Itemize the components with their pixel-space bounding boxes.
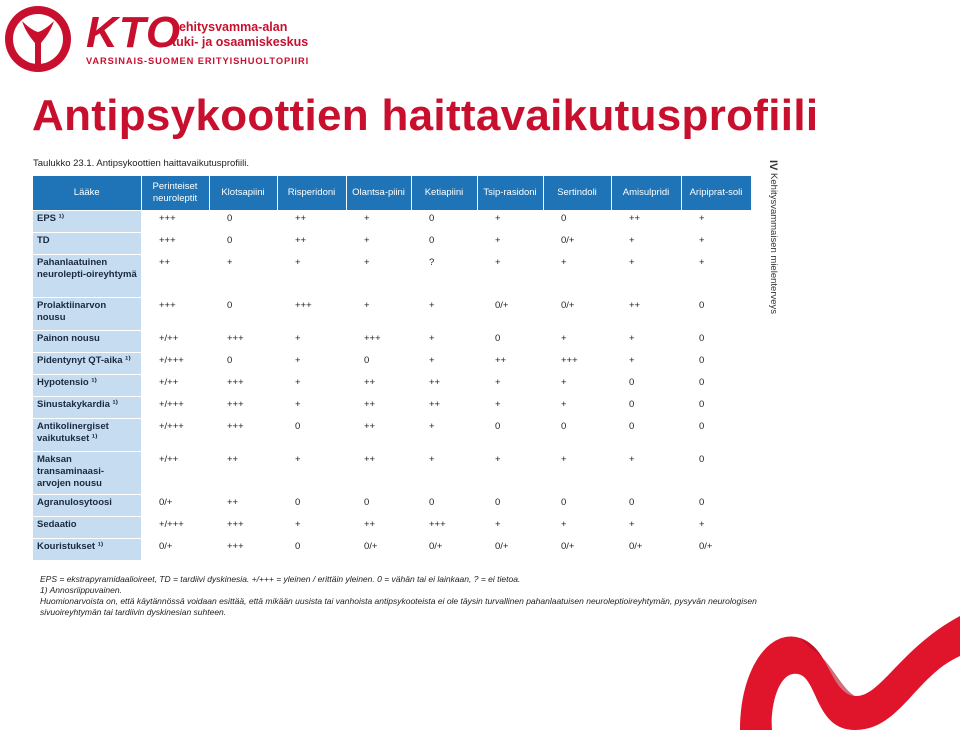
table-cell: ++ xyxy=(346,419,411,452)
table-cell: 0 xyxy=(681,397,751,419)
table-cell: + xyxy=(277,353,346,375)
table-cell: +++ xyxy=(346,331,411,353)
table-cell: 0/+ xyxy=(681,539,751,561)
side-effects-table-container xyxy=(33,176,751,560)
table-cell: + xyxy=(611,255,681,298)
table-cell: 0 xyxy=(209,211,277,233)
table-cell: ++ xyxy=(411,397,477,419)
table-cell: +/++ xyxy=(141,452,209,495)
table-cell: +/+++ xyxy=(141,419,209,452)
row-label: Hypotensio ¹⁾ xyxy=(33,375,141,397)
note-dose-dependent: 1) Annosriippuvainen. xyxy=(40,585,122,595)
page-title: Antipsykoottien haittavaikutusprofiili xyxy=(32,91,819,140)
row-label: Prolaktiinarvon nousu xyxy=(33,298,141,331)
table-cell: 0/+ xyxy=(141,539,209,561)
table-cell: + xyxy=(346,211,411,233)
table-cell: + xyxy=(611,331,681,353)
table-cell: +++ xyxy=(209,397,277,419)
table-cell: +/++ xyxy=(141,375,209,397)
table-cell: + xyxy=(477,211,543,233)
table-row xyxy=(33,233,751,255)
table-cell: +++ xyxy=(209,517,277,539)
logo-wordmark: KTO xyxy=(86,8,182,57)
column-header: Amisulpridi xyxy=(611,176,681,211)
table-cell: 0/+ xyxy=(543,233,611,255)
table-cell: ++ xyxy=(477,353,543,375)
table-cell: + xyxy=(477,255,543,298)
table-cell: 0 xyxy=(411,233,477,255)
table-row xyxy=(33,375,751,397)
table-cell: 0 xyxy=(477,495,543,517)
table-cell: 0/+ xyxy=(477,298,543,331)
table-cell: +/+++ xyxy=(141,397,209,419)
table-cell: + xyxy=(477,452,543,495)
row-label: Pahanlaatuinen neurolepti-oireyhtymä xyxy=(33,255,141,298)
column-header: Aripiprat-soli xyxy=(681,176,751,211)
table-cell: 0/+ xyxy=(543,539,611,561)
table-cell: 0 xyxy=(681,353,751,375)
column-header: Sertindoli xyxy=(543,176,611,211)
column-header-drug: Lääke xyxy=(33,176,141,211)
table-cell: + xyxy=(277,397,346,419)
table-cell: + xyxy=(346,298,411,331)
table-cell: 0 xyxy=(209,353,277,375)
table-row xyxy=(33,517,751,539)
table-header-row xyxy=(33,176,751,211)
table-row xyxy=(33,211,751,233)
table-cell: + xyxy=(411,331,477,353)
table-cell: + xyxy=(346,255,411,298)
row-label: Antikolinergiset vaikutukset ¹⁾ xyxy=(33,419,141,452)
table-cell: ++ xyxy=(209,452,277,495)
table-cell: + xyxy=(477,397,543,419)
table-cell: + xyxy=(611,353,681,375)
table-cell: + xyxy=(277,331,346,353)
table-cell: +++ xyxy=(209,331,277,353)
table-row xyxy=(33,419,751,452)
table-body xyxy=(33,211,751,561)
table-cell: ++ xyxy=(277,233,346,255)
row-label: Maksan transaminaasi-arvojen nousu xyxy=(33,452,141,495)
table-cell: 0 xyxy=(681,331,751,353)
table-cell: +++ xyxy=(141,211,209,233)
table-cell: + xyxy=(611,452,681,495)
table-cell: + xyxy=(477,517,543,539)
kto-logo-icon xyxy=(2,3,74,75)
table-caption: Taulukko 23.1. Antipsykoottien haittavaikutusprofiili. xyxy=(33,158,249,169)
table-row xyxy=(33,353,751,375)
table-cell: 0 xyxy=(611,419,681,452)
table-cell: + xyxy=(543,255,611,298)
row-label: TD xyxy=(33,233,141,255)
table-cell: +/+++ xyxy=(141,517,209,539)
table-cell: +++ xyxy=(209,375,277,397)
note-safety: Huomionarvoista on, että käytännössä voidaan esittää, että mikään uusista tai vanhoista antipsykooteista ei ole täysin turvallinen pahanlaatuisen neuroleptioireyhtymän, pysyvän neurologisen sivuoireyhtymän tai tardiivin dyskinesian suhteen. xyxy=(40,596,757,617)
table-cell: + xyxy=(346,233,411,255)
table-cell: + xyxy=(477,375,543,397)
table-cell: 0 xyxy=(209,298,277,331)
table-cell: 0 xyxy=(681,495,751,517)
table-cell: + xyxy=(477,233,543,255)
table-row xyxy=(33,452,751,495)
organization-logo xyxy=(0,0,320,80)
table-cell: + xyxy=(411,419,477,452)
side-effects-table xyxy=(33,176,752,560)
table-row xyxy=(33,397,751,419)
table-notes xyxy=(40,574,760,618)
table-cell: 0 xyxy=(477,331,543,353)
table-cell: +/+++ xyxy=(141,353,209,375)
chapter-number: IV xyxy=(767,160,779,171)
table-cell: + xyxy=(411,298,477,331)
table-cell: 0 xyxy=(209,233,277,255)
row-label: EPS ¹⁾ xyxy=(33,211,141,233)
table-cell: ++ xyxy=(611,298,681,331)
table-cell: + xyxy=(543,517,611,539)
table-cell: 0 xyxy=(477,419,543,452)
table-cell: 0/+ xyxy=(611,539,681,561)
column-header: Tsip-rasidoni xyxy=(477,176,543,211)
table-cell: 0 xyxy=(681,419,751,452)
table-cell: +++ xyxy=(411,517,477,539)
table-cell: ++ xyxy=(277,211,346,233)
table-cell: 0 xyxy=(611,495,681,517)
table-cell: + xyxy=(411,353,477,375)
table-cell: +++ xyxy=(209,539,277,561)
row-label: Sinustakykardia ¹⁾ xyxy=(33,397,141,419)
table-row xyxy=(33,495,751,517)
table-cell: + xyxy=(411,452,477,495)
table-cell: 0 xyxy=(611,397,681,419)
table-cell: 0 xyxy=(681,298,751,331)
table-cell: ? xyxy=(411,255,477,298)
table-cell: + xyxy=(611,233,681,255)
table-cell: 0 xyxy=(611,375,681,397)
table-cell: + xyxy=(611,517,681,539)
table-cell: +++ xyxy=(141,298,209,331)
row-label: Kouristukset ¹⁾ xyxy=(33,539,141,561)
table-cell: +++ xyxy=(277,298,346,331)
table-cell: + xyxy=(681,255,751,298)
table-cell: 0/+ xyxy=(477,539,543,561)
table-cell: 0 xyxy=(681,375,751,397)
table-cell: + xyxy=(277,517,346,539)
table-cell: 0 xyxy=(411,211,477,233)
table-cell: + xyxy=(277,452,346,495)
logo-subline: VARSINAIS-SUOMEN ERITYISHUOLTOPIIRI xyxy=(86,56,310,66)
table-cell: 0/+ xyxy=(141,495,209,517)
table-cell: 0 xyxy=(681,452,751,495)
table-cell: 0 xyxy=(543,211,611,233)
table-cell: + xyxy=(277,375,346,397)
row-label: Agranulosytoosi xyxy=(33,495,141,517)
table-cell: ++ xyxy=(346,375,411,397)
table-cell: 0 xyxy=(346,353,411,375)
table-cell: + xyxy=(681,233,751,255)
table-cell: ++ xyxy=(141,255,209,298)
table-row xyxy=(33,539,751,561)
table-cell: ++ xyxy=(346,452,411,495)
table-cell: 0 xyxy=(277,539,346,561)
table-cell: 0 xyxy=(346,495,411,517)
table-cell: ++ xyxy=(209,495,277,517)
table-cell: + xyxy=(543,452,611,495)
table-cell: 0 xyxy=(543,495,611,517)
table-row xyxy=(33,255,751,298)
table-cell: + xyxy=(681,517,751,539)
table-cell: + xyxy=(543,331,611,353)
table-cell: + xyxy=(543,375,611,397)
table-cell: 0/+ xyxy=(543,298,611,331)
table-cell: ++ xyxy=(611,211,681,233)
table-cell: + xyxy=(209,255,277,298)
side-chapter-label xyxy=(767,160,779,314)
table-cell: ++ xyxy=(411,375,477,397)
table-cell: 0 xyxy=(277,495,346,517)
table-cell: ++ xyxy=(346,517,411,539)
table-cell: 0/+ xyxy=(346,539,411,561)
table-cell: 0 xyxy=(411,495,477,517)
table-cell: +++ xyxy=(209,419,277,452)
table-cell: + xyxy=(277,255,346,298)
decorative-ribbon-graphic xyxy=(730,598,960,730)
column-header: Perinteiset neuroleptit xyxy=(141,176,209,211)
table-cell: 0 xyxy=(277,419,346,452)
row-label: Pidentynyt QT-aika ¹⁾ xyxy=(33,353,141,375)
column-header: Olantsa-piini xyxy=(346,176,411,211)
note-abbreviations: EPS = ekstrapyramidaalioireet, TD = tardiivi dyskinesia. +/+++ = yleinen / erittäin yleinen. 0 = vähän tai ei lainkaan, ? = ei tietoa. xyxy=(40,574,521,584)
column-header: Ketiapiini xyxy=(411,176,477,211)
table-row xyxy=(33,298,751,331)
table-cell: + xyxy=(543,397,611,419)
row-label: Painon nousu xyxy=(33,331,141,353)
column-header: Klotsapiini xyxy=(209,176,277,211)
chapter-title: Kehitysvammaisen mielenterveys xyxy=(768,173,779,315)
logo-tagline-2: tuki- ja osaamiskeskus xyxy=(172,35,309,49)
table-cell: +++ xyxy=(543,353,611,375)
table-cell: +++ xyxy=(141,233,209,255)
table-cell: +/++ xyxy=(141,331,209,353)
column-header: Risperidoni xyxy=(277,176,346,211)
table-cell: 0/+ xyxy=(411,539,477,561)
row-label: Sedaatio xyxy=(33,517,141,539)
table-row xyxy=(33,331,751,353)
table-cell: ++ xyxy=(346,397,411,419)
table-cell: 0 xyxy=(543,419,611,452)
table-cell: + xyxy=(681,211,751,233)
logo-tagline-1: kehitysvamma-alan xyxy=(172,20,288,34)
